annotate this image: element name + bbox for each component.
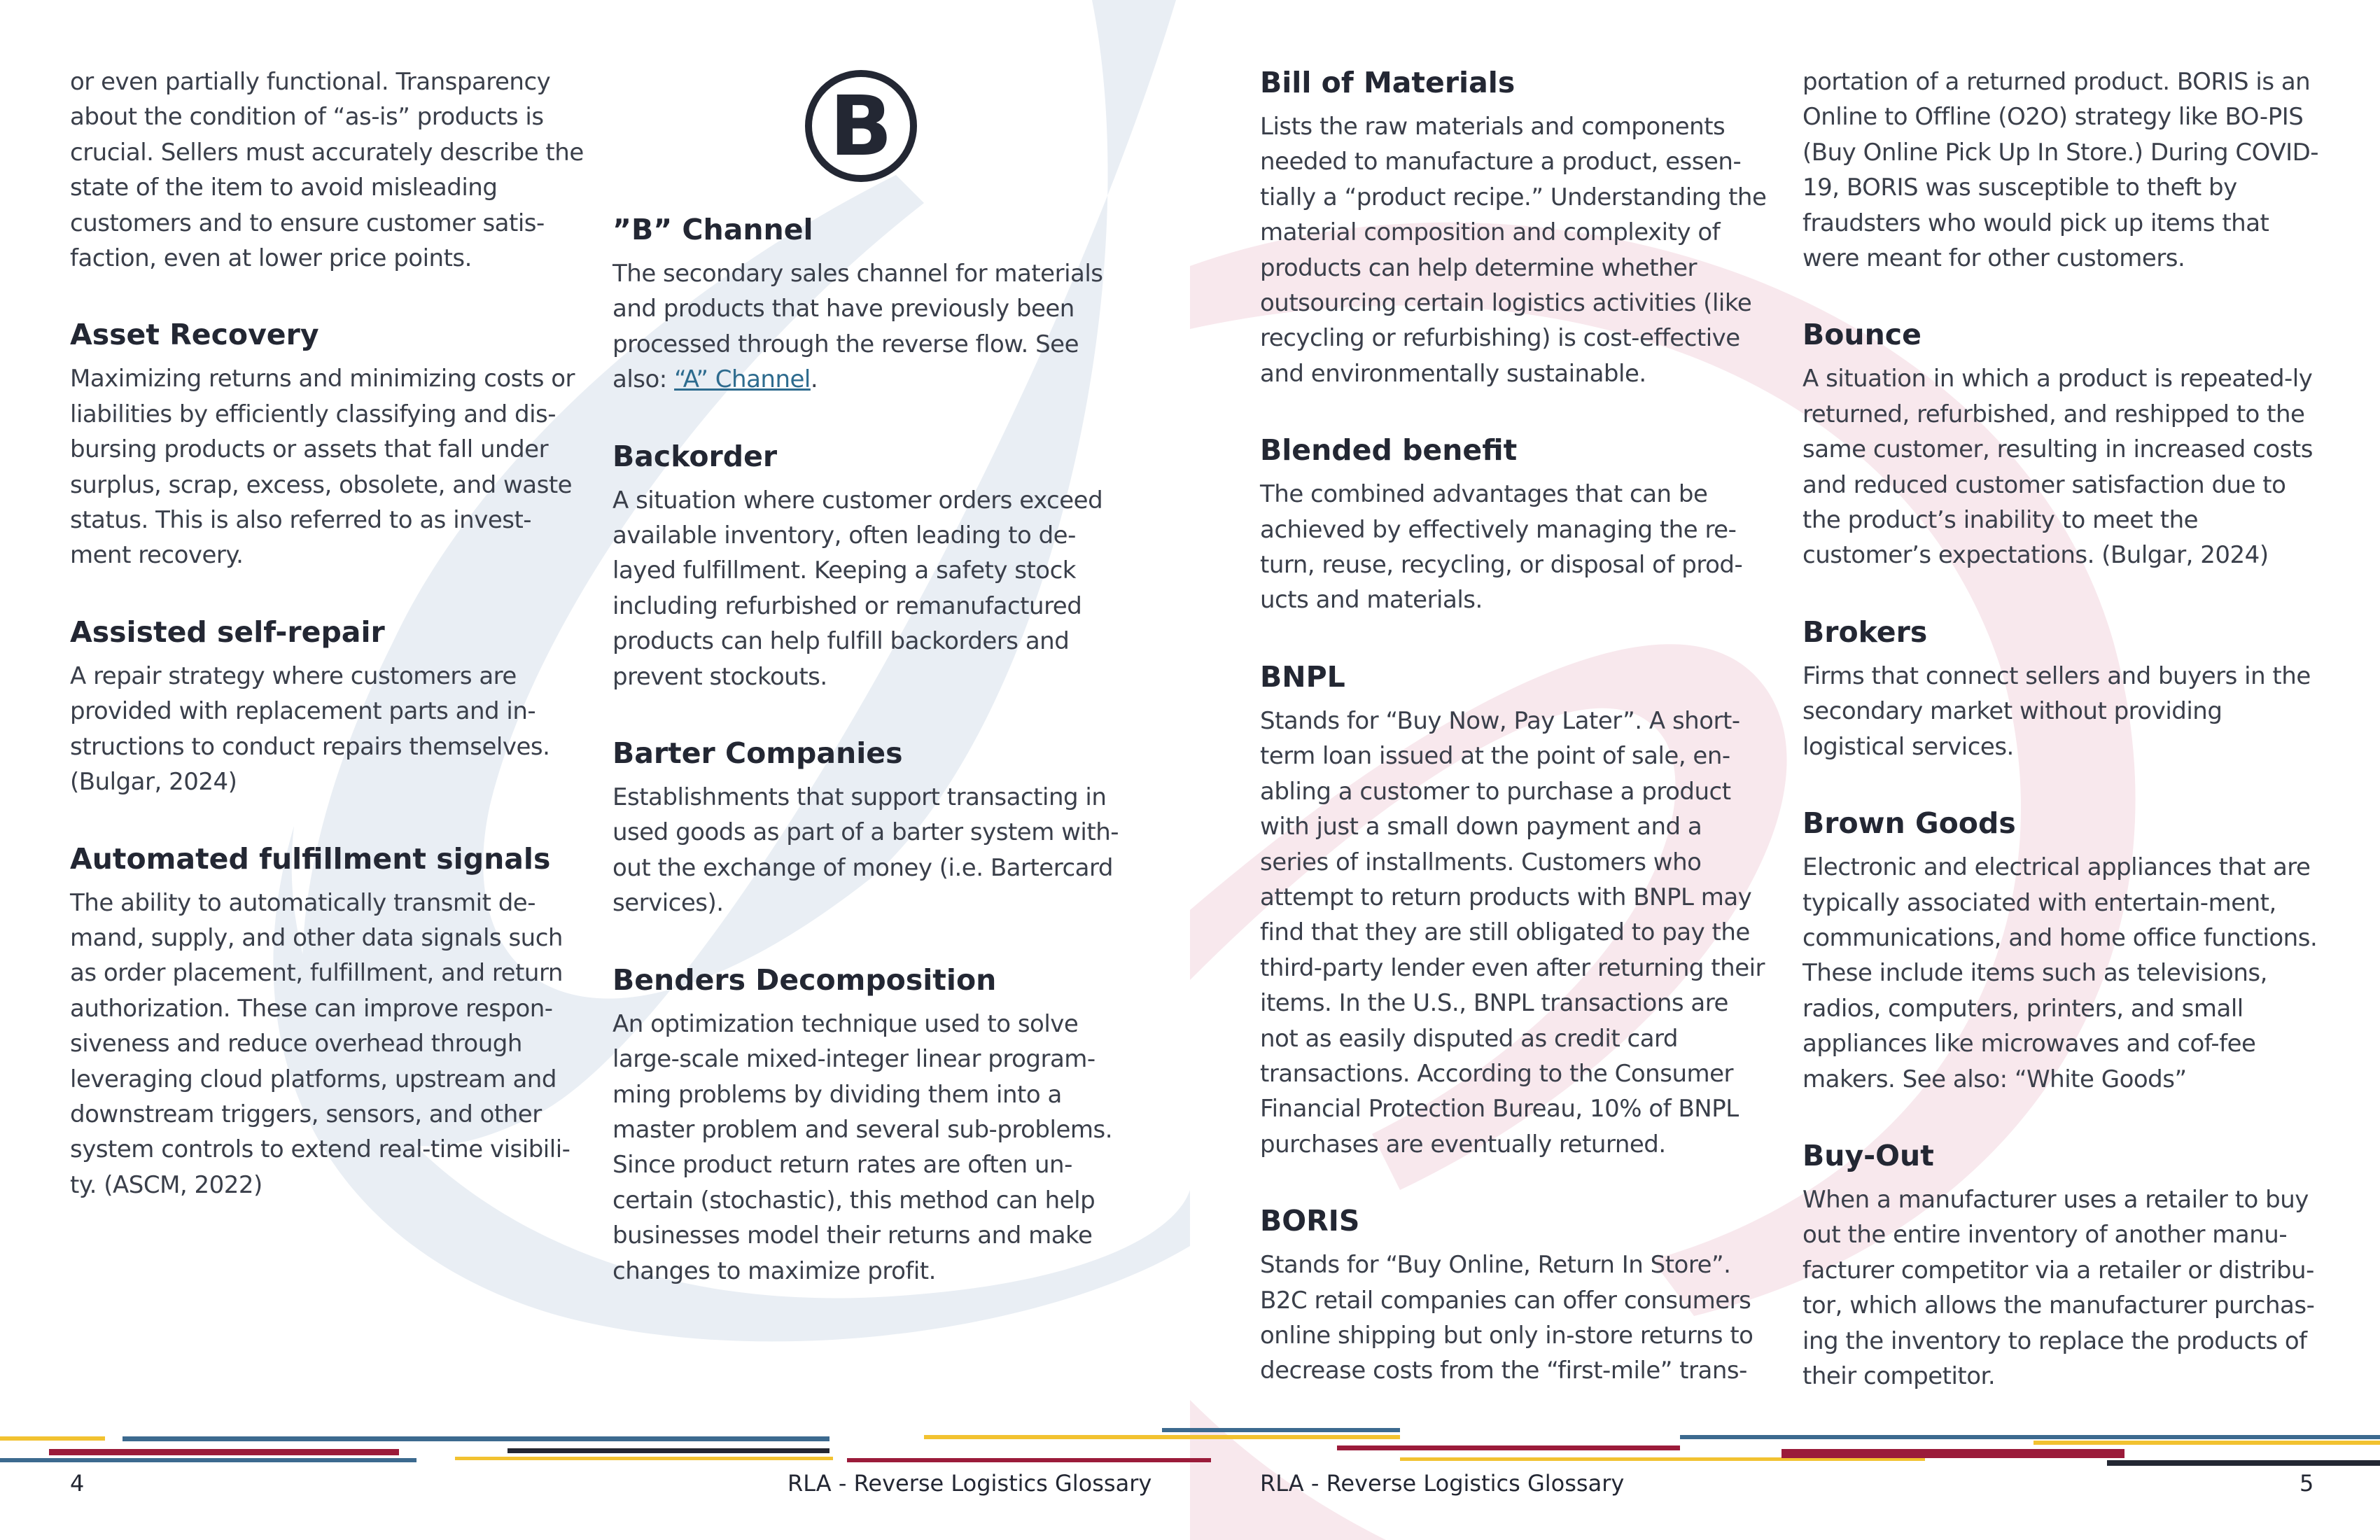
- glossary-entry: [612, 735, 1130, 921]
- glossary-entry: [1802, 316, 2320, 573]
- entry-heading: Blended benefit: [1260, 433, 1518, 468]
- entry-heading: Brown Goods: [1802, 806, 2016, 841]
- glossary-entry: [70, 316, 588, 573]
- page-number-right: 5: [2300, 1470, 2314, 1497]
- entry-body: Lists the raw materials and components needed to manufacture a product, essen-tially a “product recipe.” Understanding the material composition and complexity of products can help determine whether outsourcing certain logistics activities (like recycling or refurbishing) is cost-effective and environmentally sustainable.: [1260, 113, 1767, 388]
- glossary-entry: [1802, 805, 2320, 1097]
- column-4: [1802, 64, 2320, 1394]
- glossary-entry: [1802, 64, 2320, 276]
- entry-body: A situation in which a product is repeated-ly returned, refurbished, and reshipped to the same customer, resulting in increased costs and reduced customer satisfaction due to the product’s inability to meet the customer’s expectations. (Bulgar, 2024): [1802, 365, 2313, 570]
- entry-heading: BNPL: [1260, 659, 1345, 694]
- entry-body: or even partially functional. Transparency about the condition of “as-is” products is crucial. Sellers must accurately describe the state of the item to avoid misleading customers and to ensure customer satis-faction, even at lower price points.: [70, 68, 584, 273]
- entry-body: Firms that connect sellers and buyers in the secondary market without providing logistical services.: [1802, 662, 2311, 761]
- glossary-entry: [612, 211, 1130, 398]
- entry-heading: ”B” Channel: [612, 213, 813, 246]
- glossary-entry: [1260, 1203, 1771, 1389]
- glossary-entry: [1260, 432, 1771, 618]
- column-3: [1260, 64, 1771, 1389]
- entry-body: The ability to automatically transmit de-mand, supply, and other data signals such as order placement, fulfillment, and return authorization. These can improve respon-siveness and reduce overhead through leveraging cloud platforms, upstream and downstream triggers, sensors, and other system controls to extend real-time visibili-ty. (ASCM, 2022): [70, 888, 570, 1199]
- entry-body: Stands for “Buy Now, Pay Later”. A short-term loan issued at the point of sale, en-abling a customer to purchase a product with just a small down payment and a series of installments. Customers who attempt to return products with BNPL may find that they are still obligated to pay the third-party lender even after returning their items. In the U.S., BNPL transactions are not as easily disputed as credit card transactions. According to the Consumer Financial Protection Bureau, 10% of BNPL purchases are eventually returned.: [1260, 706, 1765, 1158]
- entry-heading: Assisted self-repair: [70, 615, 385, 649]
- footer-title-left: RLA - Reverse Logistics Glossary: [788, 1470, 1152, 1497]
- entry-heading: Automated fulfillment signals: [70, 841, 551, 876]
- entry-body: When a manufacturer uses a retailer to buy out the entire inventory of another manu-facturer competitor via a retailer or distribu-tor, which allows the manufacturer purchas-ing the inventory to replace the products of their competitor.: [1802, 1185, 2315, 1390]
- footer-title-right: RLA - Reverse Logistics Glossary: [1260, 1470, 1625, 1497]
- entry-heading: Bill of Materials: [1260, 66, 1516, 99]
- entry-body: A situation where customer orders exceed available inventory, often leading to de-layed fulfillment. Keeping a safety stock including refurbished or remanufactured products can help fulfill backorders and prevent stockouts.: [612, 486, 1103, 691]
- entry-heading: Benders Decomposition: [612, 962, 997, 997]
- glossary-entry: [70, 614, 588, 800]
- glossary-entry: [1802, 614, 2320, 764]
- glossary-entry: [70, 841, 588, 1203]
- entry-body: Maximizing returns and minimizing costs or liabilities by efficiently classifying and dis-bursing products or assets that fall under surplus, scrap, excess, obsolete, and waste status. This is also referred to as invest-ment recovery.: [70, 365, 575, 570]
- see-also-link[interactable]: “A” Channel: [674, 365, 811, 394]
- entry-body: A repair strategy where customers are provided with replacement parts and in-structions to conduct repairs themselves. (Bulgar, 2024): [70, 662, 550, 797]
- entry-body: Electronic and electrical appliances that are typically associated with entertain-ment, communications, and home office functions. These include items such as televisions, radios, computers, printers, and small appliances like microwaves and cof-fee makers. See also: “White Goods”: [1802, 853, 2318, 1093]
- glossary-entry: [612, 962, 1130, 1289]
- entry-body: The combined advantages that can be achieved by effectively managing the re-turn, reuse, recycling, or disposal of prod-ucts and materials.: [1260, 480, 1743, 615]
- entry-heading: Asset Recovery: [70, 318, 319, 352]
- entry-body: Stands for “Buy Online, Return In Store”. B2C retail companies can offer consumers online shipping but only in-store returns to decrease costs from the “first-mile” trans-: [1260, 1251, 1754, 1385]
- column-1: [70, 64, 588, 1203]
- glossary-entry: [70, 64, 588, 276]
- entry-heading: Bounce: [1802, 318, 1921, 352]
- entry-heading: Barter Companies: [612, 736, 903, 771]
- entry-body: portation of a returned product. BORIS is an Online to Offline (O2O) strategy like BO-PIS (Buy Online Pick Up In Store.) During COVID-19, BORIS was susceptible to theft by fraudsters who would pick up items that were meant for other customers.: [1802, 68, 2319, 273]
- entry-heading: Backorder: [612, 439, 778, 473]
- entry-heading: Brokers: [1802, 615, 1928, 649]
- entry-heading: Buy-Out: [1802, 1138, 1934, 1172]
- column-2: [612, 211, 1130, 1289]
- glossary-entry: [1260, 64, 1771, 391]
- glossary-entry: [1260, 659, 1771, 1162]
- entry-heading: BORIS: [1260, 1204, 1360, 1238]
- glossary-entry: [612, 438, 1130, 694]
- entry-body: Establishments that support transacting in used goods as part of a barter system with-out the exchange of money (i.e. Bartercard services).: [612, 783, 1119, 918]
- entry-body: The secondary sales channel for materials and products that have previously been processed through the reverse flow. See also: “A” Channel.: [612, 260, 1103, 394]
- page-number-left: 4: [70, 1470, 85, 1497]
- entry-body: An optimization technique used to solve large-scale mixed-integer linear program-ming problems by dividing them into a master problem and several sub-problems. Since product return rates are often un-certain (stochastic), this method can help businesses model their returns and make changes to maximize profit.: [612, 1009, 1113, 1285]
- section-letter-badge: B: [805, 70, 917, 182]
- footer-stripes: [0, 1428, 2380, 1470]
- glossary-entry: [1802, 1138, 2320, 1394]
